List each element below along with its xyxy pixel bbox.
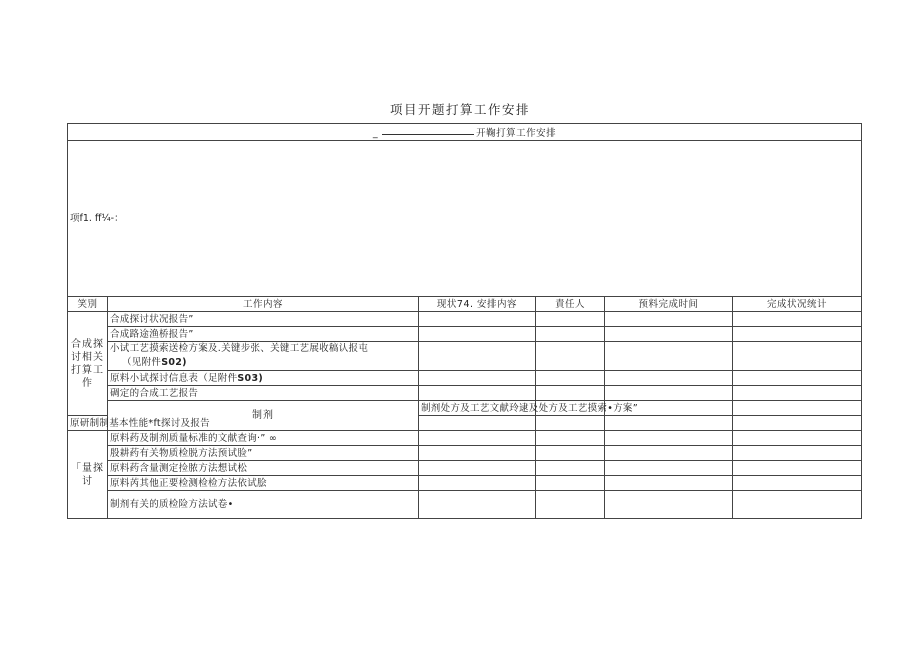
table-row	[68, 342, 862, 371]
owner-cell[interactable]	[536, 491, 605, 519]
task-text: 小试工艺摸索送检方案及.关键步张、关键工艺展收稿认报屯	[110, 343, 369, 354]
table-row	[68, 401, 862, 416]
table-row	[68, 476, 862, 491]
project-note-row	[68, 141, 862, 297]
stats-cell[interactable]	[733, 386, 862, 401]
table-row	[68, 461, 862, 476]
due-cell[interactable]	[733, 401, 862, 416]
owner-cell[interactable]	[536, 476, 605, 491]
due-cell[interactable]	[605, 371, 733, 386]
table-row	[68, 491, 862, 519]
task-cell[interactable]: 合成探讨状况报告”	[108, 312, 419, 327]
task-cell[interactable]: 殷耕药有关物质检脱方法预试脸”	[108, 446, 419, 461]
document-title: 项目开题打算工作安排	[389, 102, 530, 117]
category-cell-quality: 「量探讨	[68, 431, 108, 519]
table-header-label: 开鞠打算工作安排	[476, 127, 557, 139]
header-prefix: _	[372, 127, 379, 139]
stats-cell[interactable]	[733, 327, 862, 342]
table-row	[68, 371, 862, 386]
task-cell[interactable]: 原研制制基本性能*ft探讨及报告	[68, 416, 108, 431]
stats-cell[interactable]	[733, 491, 862, 519]
task-text-line2: （见附件	[122, 357, 162, 368]
stats-cell[interactable]	[733, 416, 862, 431]
col-header-due: 预料完成时间	[605, 297, 733, 312]
due-cell[interactable]	[605, 461, 733, 476]
task-cell[interactable]: 制剂有关的质检险方法试卷•	[108, 491, 419, 519]
table-row	[68, 446, 862, 461]
plan-table	[67, 123, 862, 519]
stats-cell[interactable]	[733, 476, 862, 491]
status-cell[interactable]	[419, 446, 536, 461]
col-header-category: 笑別	[68, 297, 108, 312]
task-cell[interactable]: 原料药含量测定捡脓方法想试松	[108, 461, 419, 476]
status-cell[interactable]	[419, 461, 536, 476]
task-cell[interactable]: 制剂处方及工艺文献玲逮及处方及工艺摸索•方案”	[419, 401, 536, 416]
status-cell[interactable]	[419, 431, 536, 446]
table-row	[68, 416, 862, 431]
owner-cell[interactable]	[536, 416, 605, 431]
task-cell[interactable]: 碉定的合成工艺报告	[108, 386, 419, 401]
due-cell[interactable]	[605, 491, 733, 519]
owner-cell[interactable]	[536, 371, 605, 386]
category-cell-formulation: 制剂	[108, 401, 419, 431]
status-cell[interactable]	[419, 342, 536, 371]
status-cell[interactable]	[419, 312, 536, 327]
due-cell[interactable]	[605, 386, 733, 401]
due-cell[interactable]	[605, 416, 733, 431]
header-underline	[382, 125, 474, 135]
due-cell[interactable]	[605, 342, 733, 371]
owner-cell[interactable]	[536, 431, 605, 446]
col-header-stats: 完成状况统计	[733, 297, 862, 312]
status-cell[interactable]	[419, 371, 536, 386]
stats-cell[interactable]	[733, 446, 862, 461]
owner-cell[interactable]	[536, 446, 605, 461]
due-cell[interactable]	[605, 446, 733, 461]
task-text: 原料小试探讨信息表（足附件	[110, 372, 238, 384]
col-header-content: 工作内容	[108, 297, 419, 312]
task-cell[interactable]: 原料芮其他正要检测检检方法依试脍	[108, 476, 419, 491]
stats-cell[interactable]	[733, 371, 862, 386]
table-row	[68, 327, 862, 342]
stats-cell[interactable]	[733, 431, 862, 446]
owner-cell[interactable]	[536, 312, 605, 327]
owner-cell[interactable]	[536, 342, 605, 371]
status-cell[interactable]	[419, 491, 536, 519]
table-header-cell	[68, 124, 862, 141]
attachment-code: S03)	[237, 372, 264, 384]
due-cell[interactable]	[605, 327, 733, 342]
owner-cell[interactable]	[536, 327, 605, 342]
table-row	[68, 431, 862, 446]
attachment-code: S02)	[161, 357, 187, 368]
stats-cell[interactable]	[733, 461, 862, 476]
task-cell[interactable]: 合成路途渔桥报告”	[108, 327, 419, 342]
owner-cell[interactable]	[536, 386, 605, 401]
owner-cell[interactable]	[536, 461, 605, 476]
stats-cell[interactable]	[733, 342, 862, 371]
due-cell[interactable]	[605, 476, 733, 491]
col-header-owner: 責任人	[536, 297, 605, 312]
due-cell[interactable]	[605, 431, 733, 446]
column-header-row	[68, 297, 862, 312]
status-cell[interactable]	[419, 476, 536, 491]
table-row	[68, 386, 862, 401]
project-note-cell[interactable]: 项f1. ff¼-：	[68, 141, 862, 297]
task-cell[interactable]	[108, 342, 419, 371]
category-cell-synthesis: 合成探讨相关打算工作	[68, 312, 108, 416]
status-cell[interactable]	[419, 386, 536, 401]
stats-cell[interactable]	[733, 312, 862, 327]
status-cell[interactable]	[419, 327, 536, 342]
table-row	[68, 312, 862, 327]
table-header-row	[68, 124, 862, 141]
status-cell[interactable]	[419, 416, 536, 431]
col-header-status: 现状74. 安排内容	[419, 297, 536, 312]
due-cell[interactable]	[605, 312, 733, 327]
task-cell[interactable]: 原料药及制剂质量标准的文献查询·” ∞	[108, 431, 419, 446]
task-cell[interactable]	[108, 371, 419, 386]
